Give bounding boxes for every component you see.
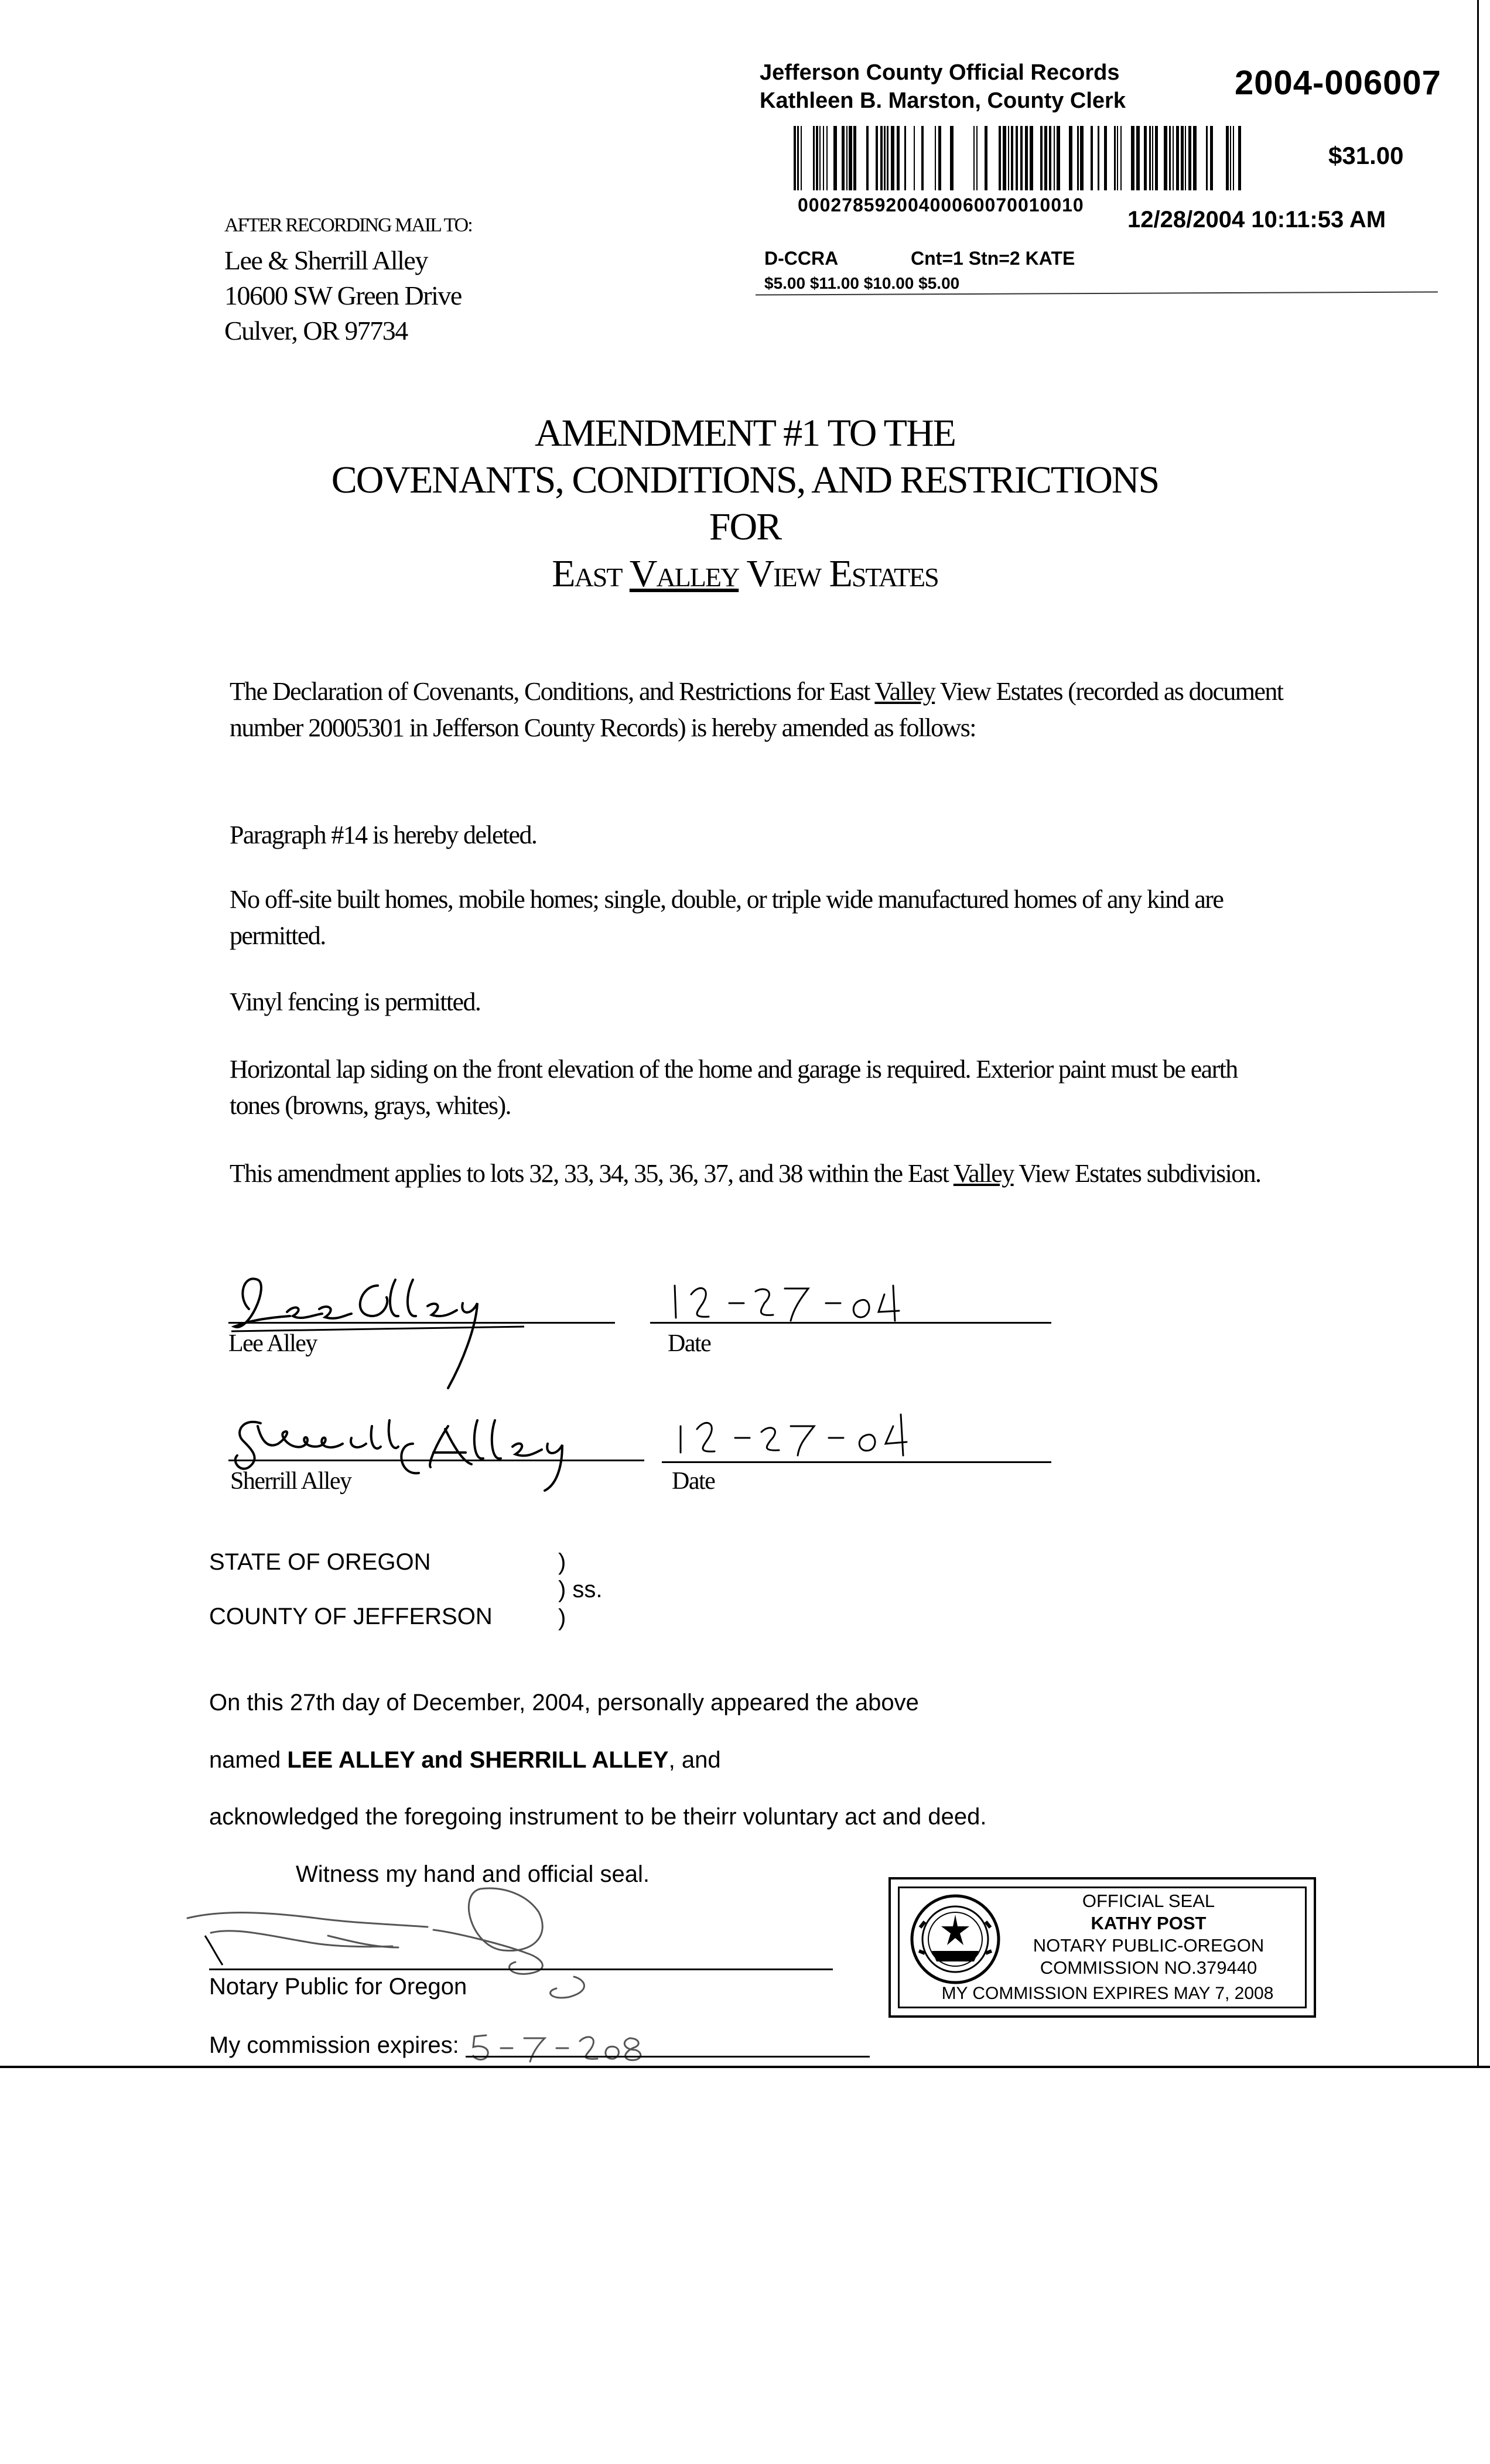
title-line-4-prefix: East bbox=[552, 552, 622, 595]
barcode-bar bbox=[1091, 126, 1093, 190]
barcode-bar bbox=[1104, 126, 1107, 190]
date-line-1 bbox=[650, 1322, 1051, 1324]
commission-expires-label: My commission expires: bbox=[209, 2032, 459, 2058]
venue-ss: ) ss. bbox=[558, 1577, 603, 1602]
barcode-number: 00027859200400060070010010 bbox=[798, 194, 1084, 216]
ack-line-2-suffix: , and bbox=[668, 1747, 721, 1773]
notary-public-label: Notary Public for Oregon bbox=[209, 1974, 467, 2000]
barcode-bar bbox=[1210, 126, 1213, 190]
commission-line bbox=[466, 2056, 870, 2058]
barcode-bar bbox=[1131, 126, 1134, 190]
signer-names-bold: LEE ALLEY and SHERRILL ALLEY bbox=[287, 1747, 669, 1773]
barcode-bar bbox=[1016, 126, 1018, 190]
recording-datetime: 12/28/2004 10:11:53 AM bbox=[1127, 207, 1386, 233]
barcode-bar bbox=[1169, 126, 1171, 190]
notary-official-seal bbox=[888, 1877, 1316, 2018]
intro-valley: Valley bbox=[874, 677, 935, 706]
date-line-2 bbox=[662, 1461, 1051, 1463]
mail-to-street: 10600 SW Green Drive bbox=[224, 281, 462, 310]
acknowledgment-line-2 bbox=[209, 1747, 721, 1773]
barcode-bar bbox=[880, 126, 883, 190]
barcode-bar bbox=[904, 126, 906, 190]
signer-name-2: Sherrill Alley bbox=[230, 1468, 351, 1495]
ack-line-2-prefix: named bbox=[209, 1747, 288, 1773]
p5-valley: Valley bbox=[953, 1159, 1014, 1188]
title-line-4-valley: Valley bbox=[629, 552, 739, 595]
barcode-bar bbox=[1188, 126, 1191, 190]
barcode-bar bbox=[1149, 126, 1151, 190]
barcode-bar bbox=[914, 126, 915, 190]
barcode-bar bbox=[1230, 126, 1231, 190]
barcode-bar bbox=[826, 126, 828, 190]
intro-text-b: View Estates (recorded as document number 20005301 in Jefferson County Records) is hereby amended as follows: bbox=[230, 677, 1283, 742]
mail-to-label: AFTER RECORDING MAIL TO: bbox=[224, 214, 472, 236]
acknowledgment-line-1: On this 27th day of December, 2004, personally appeared the above bbox=[209, 1690, 919, 1715]
date-label-1: Date bbox=[668, 1330, 711, 1357]
barcode-bar bbox=[1054, 126, 1055, 190]
p5-text-b: View Estates subdivision. bbox=[1013, 1159, 1261, 1188]
barcode-bar bbox=[950, 126, 954, 190]
handwritten-date-2-mark bbox=[674, 1412, 966, 1458]
county-clerk: Kathleen B. Marston, County Clerk bbox=[760, 88, 1126, 113]
date-label-2: Date bbox=[672, 1468, 715, 1495]
barcode-bar bbox=[935, 126, 936, 190]
notary-signature-line bbox=[209, 1969, 833, 1970]
barcode-bar bbox=[1155, 126, 1158, 190]
barcode-bar bbox=[1193, 126, 1197, 190]
barcode-bar bbox=[1057, 126, 1060, 190]
barcode-bar bbox=[1098, 126, 1099, 190]
recording-office-block bbox=[760, 59, 1126, 115]
amendment-paragraph-3: Vinyl fencing is permitted. bbox=[230, 987, 481, 1016]
barcode-bar bbox=[1030, 126, 1033, 190]
intro-text-a: The Declaration of Covenants, Conditions, and Restrictions for East bbox=[230, 677, 875, 706]
barcode-bar bbox=[813, 126, 815, 190]
barcode-bar bbox=[1025, 126, 1028, 190]
seal-commission-number: COMMISSION NO.379440 bbox=[1040, 1957, 1257, 1978]
barcode bbox=[794, 126, 1245, 190]
title-line-3: FOR bbox=[709, 505, 781, 548]
barcode-bar bbox=[833, 126, 837, 190]
barcode-bar bbox=[1049, 126, 1051, 190]
seal-notary-public: NOTARY PUBLIC-OREGON bbox=[1033, 1935, 1265, 1956]
barcode-bar bbox=[1152, 126, 1153, 190]
witness-statement: Witness my hand and official seal. bbox=[296, 1861, 650, 1887]
venue-state: STATE OF OREGON bbox=[209, 1549, 431, 1575]
signature-line-1 bbox=[228, 1322, 615, 1324]
barcode-bar bbox=[1120, 126, 1122, 190]
commission-date-handwritten-mark bbox=[469, 2024, 679, 2065]
barcode-bar bbox=[819, 126, 821, 190]
barcode-bar bbox=[938, 126, 941, 190]
p5-text-a: This amendment applies to lots 32, 33, 34, 35, 36, 37, and 38 within the East bbox=[230, 1159, 954, 1188]
barcode-bar bbox=[985, 126, 987, 190]
barcode-bar bbox=[1185, 126, 1186, 190]
barcode-bar bbox=[853, 126, 856, 190]
venue-county: COUNTY OF JEFFERSON bbox=[209, 1604, 493, 1629]
barcode-bar bbox=[794, 126, 796, 190]
barcode-bar bbox=[1233, 126, 1234, 190]
barcode-bar bbox=[816, 126, 818, 190]
barcode-bar bbox=[1003, 126, 1006, 190]
title-line-4-suffix: View Estates bbox=[746, 552, 938, 595]
handwritten-date-1-mark bbox=[668, 1277, 961, 1324]
mail-to-block bbox=[224, 208, 472, 348]
barcode-bar bbox=[797, 126, 799, 190]
barcode-bar bbox=[1164, 126, 1167, 190]
document-number: 2004-006007 bbox=[1235, 64, 1441, 102]
page-right-edge bbox=[1477, 0, 1479, 2067]
barcode-bar bbox=[999, 126, 1001, 190]
venue-paren-1: ) bbox=[558, 1549, 566, 1575]
barcode-bar bbox=[842, 126, 845, 190]
amendment-paragraph-4: Horizontal lap siding on the front elevation of the home and garage is required. Exterior paint must be earth tones (browns, grays, whites). bbox=[230, 1055, 1238, 1120]
barcode-bar bbox=[823, 126, 824, 190]
barcode-bar bbox=[1206, 126, 1208, 190]
recording-fee-total: $31.00 bbox=[1328, 142, 1404, 169]
page-bottom-edge bbox=[0, 2066, 1490, 2068]
barcode-bar bbox=[1181, 126, 1184, 190]
document-title bbox=[0, 410, 1490, 597]
barcode-bar bbox=[1040, 126, 1043, 190]
barcode-bar bbox=[897, 126, 900, 190]
fee-breakdown: $5.00 $11.00 $10.00 $5.00 bbox=[764, 274, 960, 292]
barcode-bar bbox=[891, 126, 894, 190]
barcode-bar bbox=[887, 126, 888, 190]
amendment-paragraph-1: Paragraph #14 is hereby deleted. bbox=[230, 821, 537, 849]
barcode-bar bbox=[973, 126, 975, 190]
amendment-paragraph-2: No off-site built homes, mobile homes; single, double, or triple wide manufactured homes of any kind are permitted. bbox=[230, 885, 1224, 950]
barcode-bar bbox=[846, 126, 847, 190]
seal-commission-expires: MY COMMISSION EXPIRES MAY 7, 2008 bbox=[941, 1984, 1274, 2003]
barcode-bar bbox=[1136, 126, 1140, 190]
barcode-bar bbox=[1238, 126, 1241, 190]
barcode-bar bbox=[801, 126, 802, 190]
acknowledgment-line-3: acknowledged the foregoing instrument to be theirr voluntary act and deed. bbox=[209, 1804, 987, 1830]
recording-counts: Cnt=1 Stn=2 KATE bbox=[911, 248, 1075, 269]
mail-to-city: Culver, OR 97734 bbox=[224, 316, 408, 346]
barcode-bar bbox=[1077, 126, 1079, 190]
barcode-bar bbox=[1080, 126, 1084, 190]
title-line-4 bbox=[0, 551, 1490, 597]
barcode-bar bbox=[1008, 126, 1009, 190]
barcode-bar bbox=[1011, 126, 1013, 190]
signature-line-2 bbox=[228, 1460, 644, 1461]
barcode-bar bbox=[1226, 126, 1229, 190]
seal-notary-name: KATHY POST bbox=[1091, 1913, 1207, 1933]
barcode-bar bbox=[866, 126, 869, 190]
title-line-1: AMENDMENT #1 TO THE bbox=[535, 412, 955, 454]
barcode-bar bbox=[884, 126, 886, 190]
barcode-bar bbox=[1144, 126, 1147, 190]
document-code: D-CCRA bbox=[764, 248, 839, 269]
signer-name-1: Lee Alley bbox=[228, 1330, 317, 1357]
barcode-bar bbox=[1176, 126, 1179, 190]
state-seal-emblem-icon bbox=[908, 1892, 1002, 1986]
recording-office: Jefferson County Official Records bbox=[760, 60, 1120, 85]
seal-text-block bbox=[941, 1890, 1295, 2003]
barcode-bar bbox=[1069, 126, 1072, 190]
barcode-bar bbox=[849, 126, 852, 190]
title-line-2: COVENANTS, CONDITIONS, AND RESTRICTIONS bbox=[331, 459, 1159, 501]
seal-title: OFFICIAL SEAL bbox=[1082, 1891, 1215, 1911]
barcode-bar bbox=[1044, 126, 1047, 190]
barcode-bar bbox=[876, 126, 878, 190]
barcode-bar bbox=[1114, 126, 1116, 190]
barcode-bar bbox=[1020, 126, 1023, 190]
intro-paragraph bbox=[230, 674, 1284, 746]
barcode-bar bbox=[1173, 126, 1174, 190]
mail-to-name: Lee & Sherrill Alley bbox=[224, 245, 428, 275]
amendment-paragraph-5 bbox=[230, 1156, 1284, 1192]
venue-paren-3: ) bbox=[558, 1605, 566, 1631]
barcode-bar bbox=[976, 126, 978, 190]
barcode-bar bbox=[1117, 126, 1118, 190]
signature-lee-alley bbox=[225, 1262, 530, 1391]
barcode-bar bbox=[921, 126, 924, 190]
